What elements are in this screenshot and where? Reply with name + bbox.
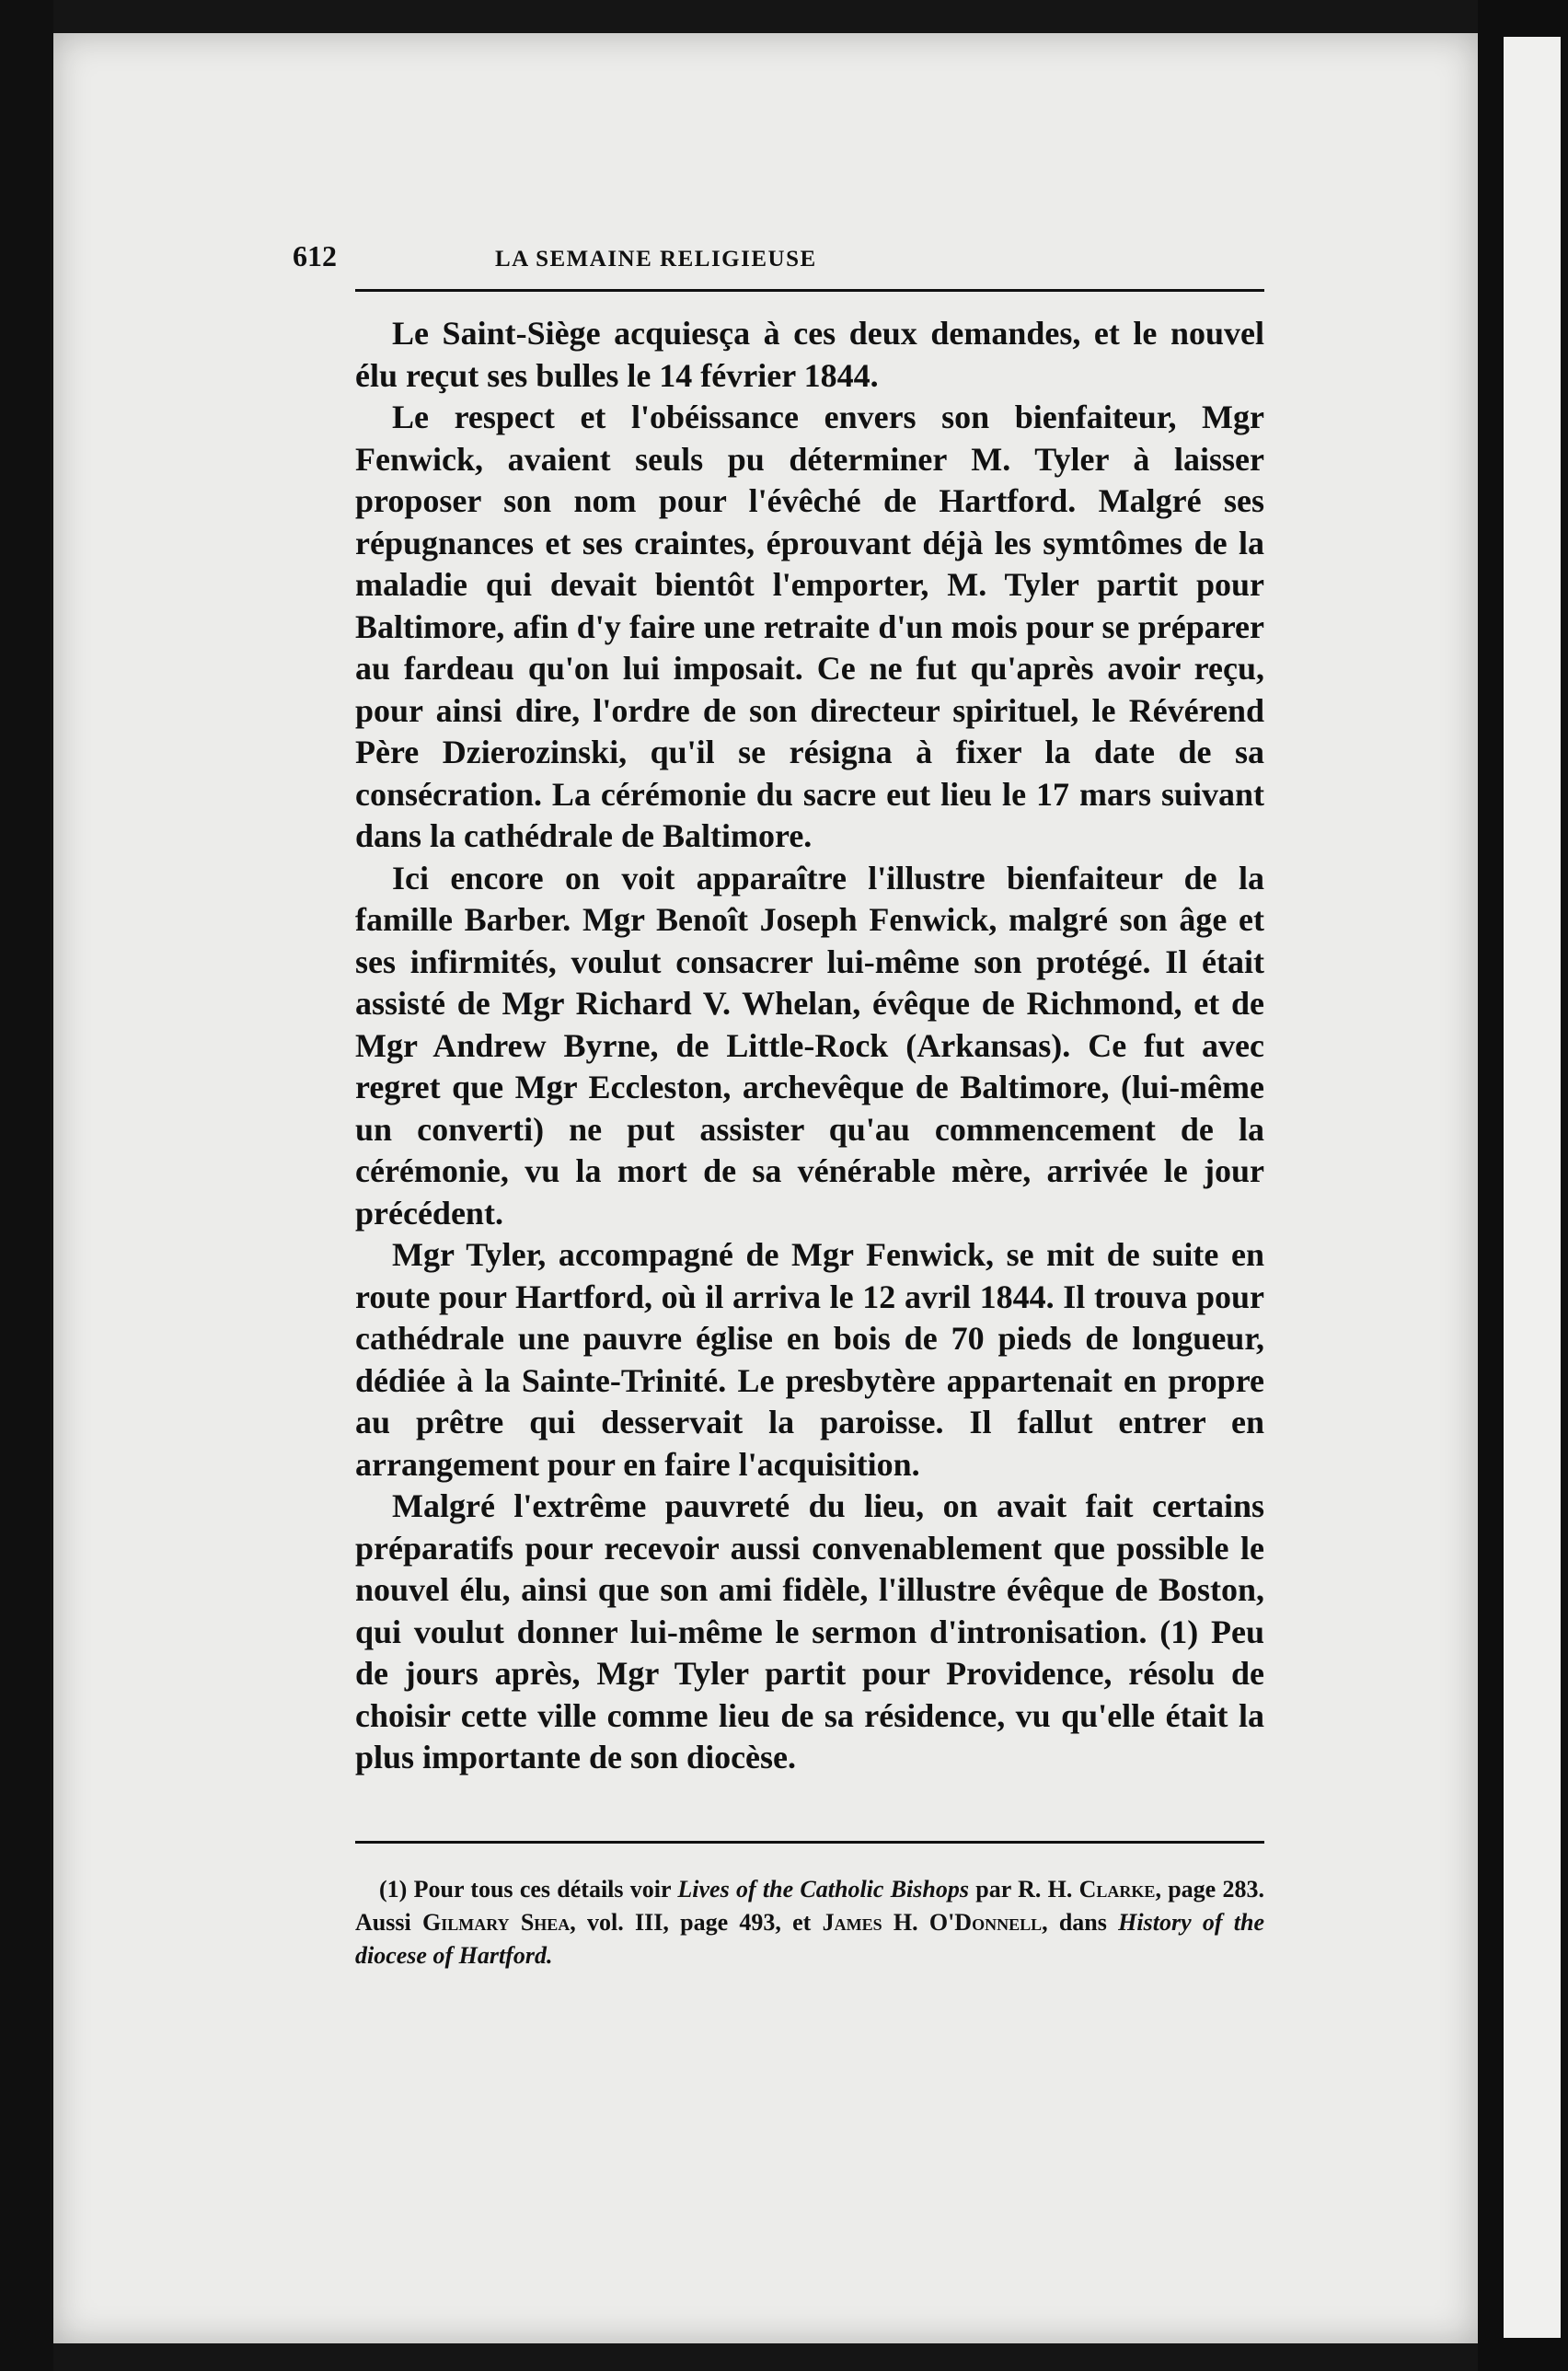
footnote-text: , dans xyxy=(1042,1909,1107,1936)
paragraph: Le respect et l'obéissance envers son bienfaiteur, Mgr Fenwick, avaient seuls pu déterminer M. Tyler à laisser proposer son nom pour l'évêché de Hartford. Malgré ses répugnances et ses craintes, éprouvant déjà les symtômes de la maladie qui devait bientôt l'emporter, M. Tyler partit pour Baltimore, afin d'y faire une retraite d'un mois pour se préparer au fardeau qu'on lui imposait. Ce ne fut qu'après avoir reçu, pour ainsi dire, l'ordre de son directeur spirituel, le Révérend Père Dzierozinski, qu'il se résigna à fixer la date de sa consécration. La cérémonie du sacre eut lieu le 17 mars suivant dans la cathédrale de Baltimore. xyxy=(355,399,1264,854)
footnote-text: par R. H. xyxy=(975,1876,1073,1903)
facing-page-sliver xyxy=(1504,37,1561,2338)
footnote-author: Clarke xyxy=(1078,1876,1156,1903)
scan-left-border xyxy=(0,0,53,2371)
footnote xyxy=(355,1873,1264,1972)
footnote-rule xyxy=(355,1841,1264,1844)
footnote-title: Lives of the Catholic Bishops xyxy=(677,1876,969,1903)
footnote-author: Gilmary Shea xyxy=(421,1909,571,1936)
footnote-author: James H. O'Donnell xyxy=(822,1909,1043,1936)
body-text xyxy=(355,313,1264,1779)
footnote-title: History of the diocese of Hartford. xyxy=(355,1909,1264,1969)
paragraph: Ici encore on voit apparaître l'illustre bienfaiteur de la famille Barber. Mgr Benoît Joseph Fenwick, malgré son âge et ses infirmités, voulut consacrer lui-même son protégé. Il était assisté de Mgr Richard V. Whelan, évêque de Richmond, et de Mgr Andrew Byrne, de Little-Rock (Arkansas). Ce fut avec regret que Mgr Eccleston, archevêque de Baltimore, (lui-même un converti) ne put assister qu'au commencement de la cérémonie, vu la mort de sa vénérable mère, arrivée le jour précédent. xyxy=(355,859,1264,1232)
footnote-text: , page 283. Aussi xyxy=(355,1876,1264,1936)
footnote-text: Pour tous ces détails voir xyxy=(413,1876,672,1903)
facing-page-edge xyxy=(1478,0,1568,2371)
header-rule xyxy=(355,289,1264,292)
paragraph: Le Saint-Siège acquiesça à ces deux demandes, et le nouvel élu reçut ses bulles le 14 février 1844. xyxy=(355,315,1264,394)
page-header xyxy=(293,239,1264,276)
running-head: LA SEMAINE RELIGIEUSE xyxy=(495,247,817,272)
footnote-text: , vol. III, page 493, et xyxy=(570,1909,812,1936)
paragraph: Malgré l'extrême pauvreté du lieu, on avait fait certains préparatifs pour recevoir aussi convenablement que possible le nouvel élu, ainsi que son ami fidèle, l'illustre évêque de Boston, qui voulut donner lui-même le sermon d'intronisation. (1) Peu de jours après, Mgr Tyler partit pour Providence, résolu de choisir cette ville comme lieu de sa résidence, vu qu'elle était la plus importante de son diocèse. xyxy=(355,1487,1264,1775)
paragraph: Mgr Tyler, accompagné de Mgr Fenwick, se mit de suite en route pour Hartford, où il arriva le 12 avril 1844. Il trouva pour cathédrale une pauvre église en bois de 70 pieds de longueur, dédiée à la Sainte-Trinité. Le presbytère appartenait en propre au prêtre qui desservait la paroisse. Il fallut entrer en arrangement pour en faire l'acquisition. xyxy=(355,1236,1264,1483)
page-number: 612 xyxy=(293,239,337,272)
footnote-marker: (1) xyxy=(379,1876,408,1903)
page-content xyxy=(293,239,1264,1969)
